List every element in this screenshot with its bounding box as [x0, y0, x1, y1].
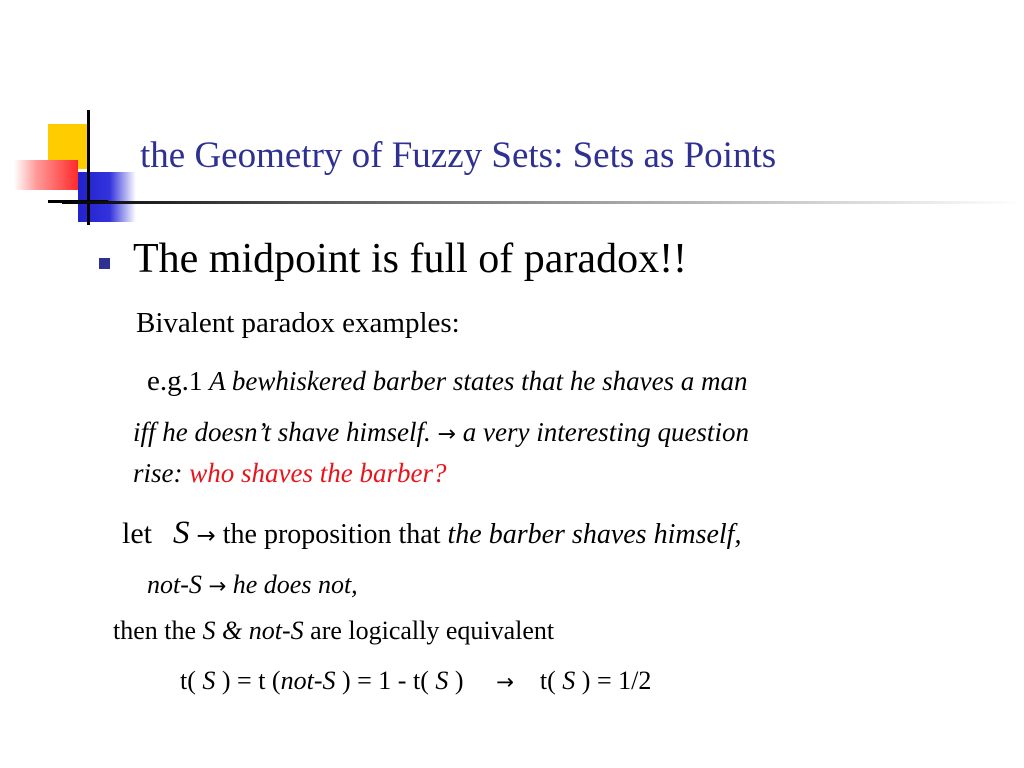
then-notS: not-S: [248, 616, 304, 645]
eq-part-5: t(: [539, 666, 556, 695]
let-S: S: [173, 515, 190, 551]
then-line: [113, 616, 554, 646]
example-text-1: A bewhiskered barber states that he shaves a man: [209, 366, 748, 396]
equation-line: [180, 666, 651, 696]
eq-part-1: t(: [180, 666, 196, 695]
then-amp: &: [222, 616, 243, 645]
right-arrow-icon: →: [437, 421, 456, 447]
eq-part-3: ) = 1 - t(: [341, 666, 429, 695]
example-line-3: [133, 458, 446, 489]
not-text: he does not,: [232, 570, 358, 599]
example-text-3a: rise:: [133, 458, 183, 488]
subheading: Bivalent paradox examples:: [136, 307, 460, 339]
right-arrow-icon: →: [496, 670, 514, 695]
example-line-2: [133, 417, 749, 448]
eq-S-2: S: [435, 666, 449, 695]
title-divider: [62, 201, 1022, 204]
right-arrow-icon: →: [196, 523, 216, 549]
let-text: the proposition that: [222, 519, 441, 550]
example-text-2a: iff he doesn’t shave himself.: [133, 417, 431, 447]
bullet-square-icon: [99, 258, 110, 269]
eq-part-4: ): [454, 666, 464, 695]
example-text-2b: a very interesting question: [462, 417, 749, 447]
logo-red-bar: [14, 160, 78, 190]
example-question: who shaves the barber?: [189, 458, 447, 488]
eq-S-1: S: [202, 666, 216, 695]
then-b: are logically equivalent: [310, 616, 555, 645]
eq-part-6: ) = 1/2: [581, 666, 652, 695]
bullet-text: The midpoint is full of paradox!!: [133, 236, 688, 282]
example-line-1: [147, 365, 748, 398]
let-line: [122, 515, 741, 552]
logo-vertical-line: [87, 110, 90, 225]
eq-S-3: S: [562, 666, 576, 695]
slide-title: the Geometry of Fuzzy Sets: Sets as Points: [140, 135, 777, 176]
let-word: let: [122, 517, 152, 550]
eq-notS: not-S: [280, 666, 336, 695]
example-number: 1: [188, 366, 203, 396]
then-S: S: [202, 616, 216, 645]
eq-part-2: ) = t (: [221, 666, 281, 695]
right-arrow-icon: →: [208, 574, 227, 599]
then-a: then the: [113, 616, 197, 645]
not-S: not-S: [147, 570, 202, 599]
example-label: e.g.: [147, 365, 189, 397]
not-line: [147, 570, 358, 600]
let-italic: the barber shaves himself,: [447, 519, 742, 550]
